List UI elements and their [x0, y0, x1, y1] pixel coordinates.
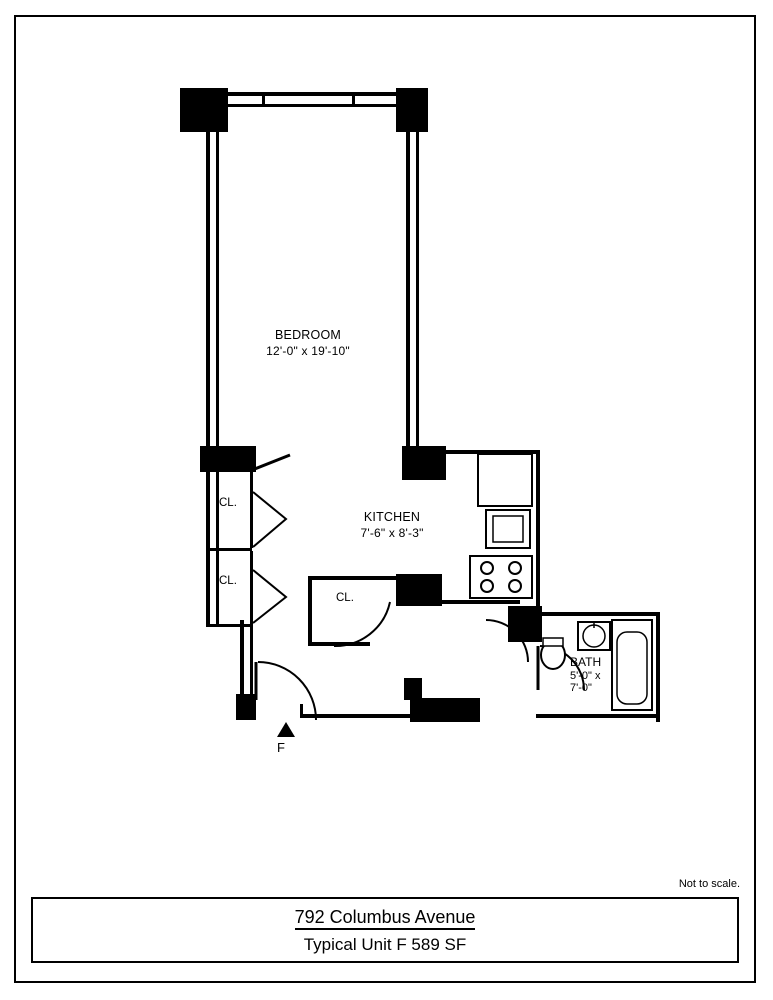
kitchen-dimensions: 7'-6" x 8'-3"	[360, 525, 424, 540]
unit-marker-label: F	[277, 740, 285, 755]
entry-arrow-icon	[277, 722, 295, 737]
kitchen-name: KITCHEN	[363, 510, 421, 524]
closet-label-2: CL.	[219, 575, 237, 587]
plan-subtitle: Typical Unit F 589 SF	[303, 935, 467, 954]
plan-title-text: 792 Columbus Avenue	[295, 907, 476, 930]
bath-dimensions-line1: 5'-0" x	[570, 669, 601, 682]
room-label-bedroom	[232, 328, 384, 359]
title-block	[31, 897, 739, 963]
bath-name: BATH	[570, 655, 602, 669]
bedroom-name: BEDROOM	[275, 328, 341, 342]
closet-label-1: CL.	[219, 497, 237, 509]
room-label-bath	[570, 656, 630, 695]
bedroom-dimensions: 12'-0" x 19'-10"	[266, 343, 350, 358]
bath-dimensions-line2: 7'-0"	[570, 682, 592, 695]
closet-label-3: CL.	[336, 592, 354, 604]
page-border	[14, 15, 756, 983]
room-label-kitchen	[322, 510, 462, 541]
plan-title	[33, 907, 737, 928]
scale-note: Not to scale.	[678, 878, 740, 890]
